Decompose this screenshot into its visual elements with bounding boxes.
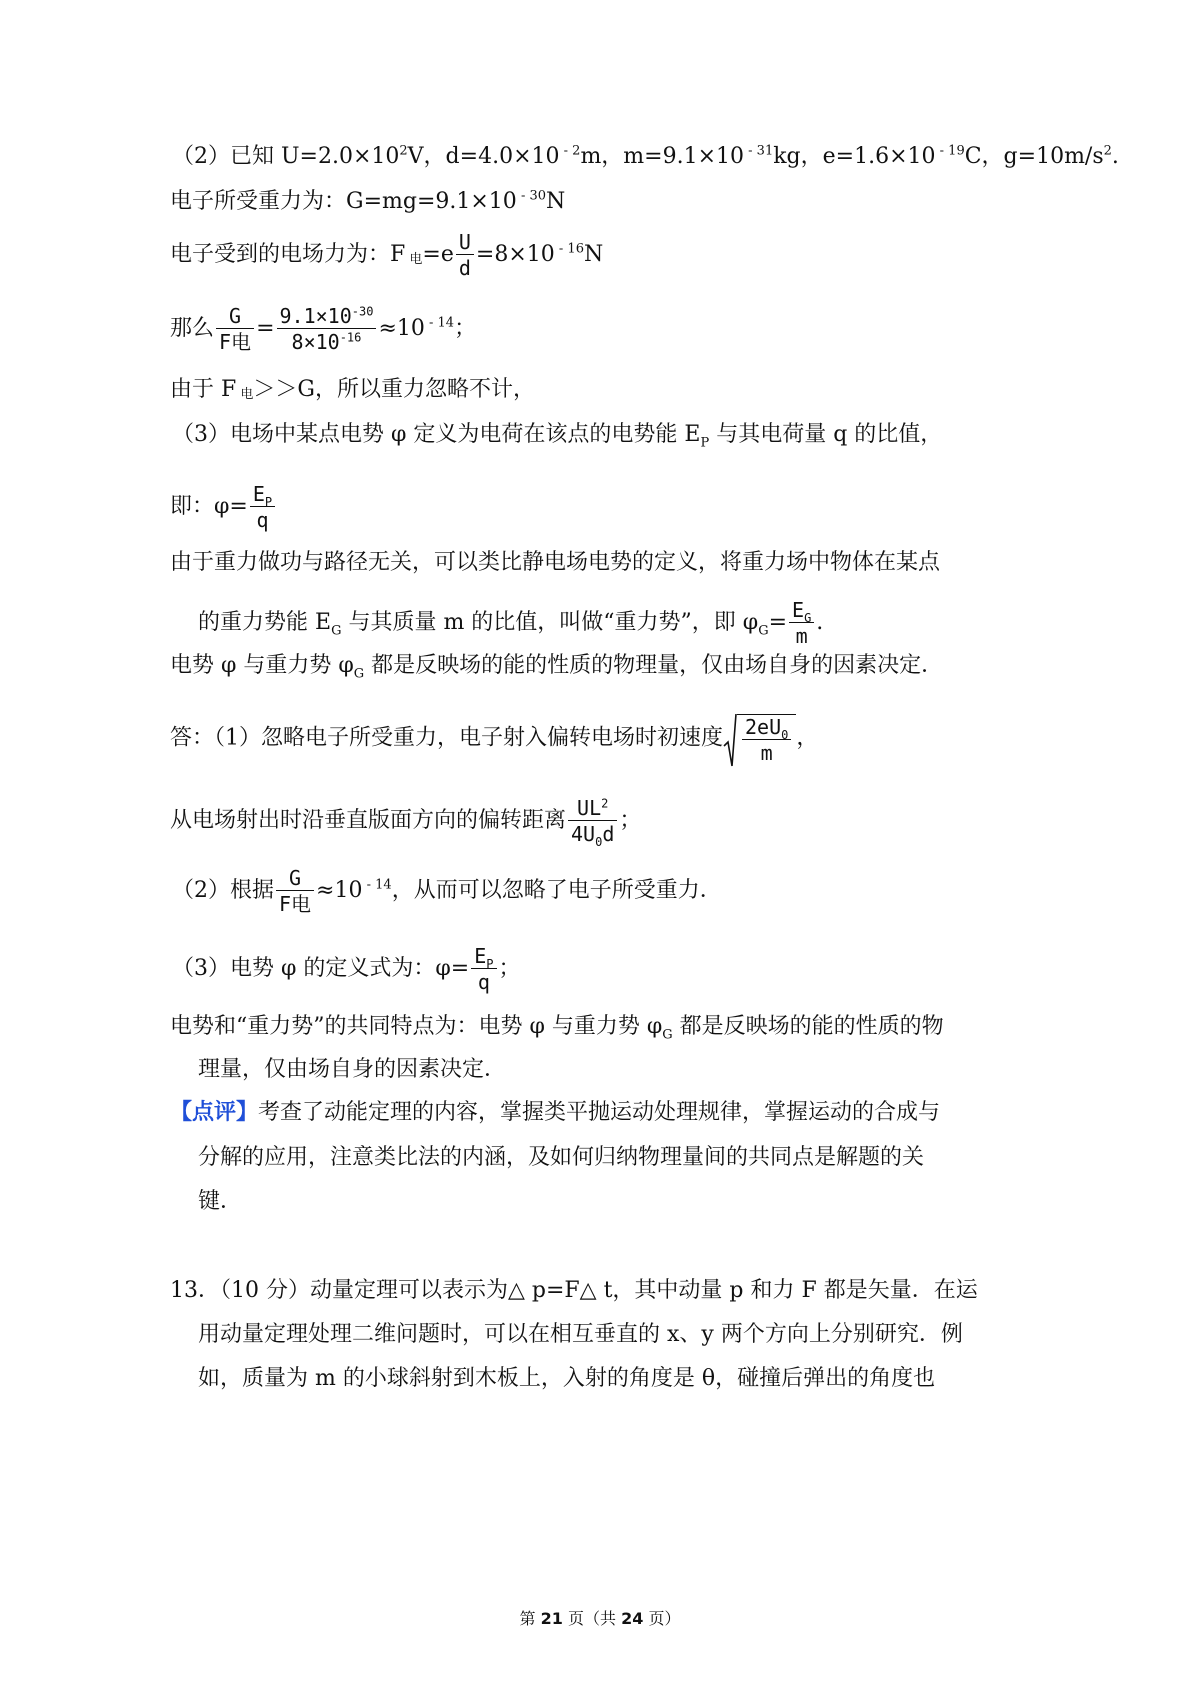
text-line: 如，质量为 m 的小球斜射到木板上，入射的角度是 θ，碰撞后弹出的角度也 (198, 1366, 936, 1391)
fraction: $\frac{2eU_0}{m}$ (742, 717, 791, 763)
text-line: 那么 $\frac{G}{\text{F电}}$ = $\frac{9.1\times 10^{-30}}{8\times 10^{-16}}$ ≈10 $^{- 14}$； (170, 304, 477, 354)
fraction: $\frac{U}{d}$ (456, 232, 474, 278)
text-line: 电子所受重力为：G=mg=9.1×10 $^{- 30}$N (170, 188, 566, 214)
text-line: 分解的应用，注意类比法的内涵，及如何归纳物理量间的共同点是解题的关 (198, 1145, 925, 1170)
fraction: $\frac{UL^2}{4U_0d}$ (568, 798, 617, 844)
text-line: 由于重力做功与路径无关，可以类比静电场电势的定义，将重力场中物体在某点 (170, 550, 941, 575)
text-line: 即：φ= $\frac{E_P}{q}$ (170, 484, 277, 530)
question-line: 13．（10 分）动量定理可以表示为△ p=F△ t，其中动量 p 和力 F 都是矢量．在运 (170, 1278, 978, 1303)
review-tag: 【点评】 (170, 1099, 259, 1125)
text-line: 键． (198, 1189, 243, 1214)
fraction: $\frac{G}{\text{F电}}$ (216, 306, 254, 352)
fraction: $\frac{E_P}{q}$ (250, 484, 275, 530)
radical-sign-icon (723, 712, 737, 768)
review-line: 【点评】考查了动能定理的内容，掌握类平抛运动处理规律，掌握运动的合成与 (170, 1099, 941, 1125)
text-line: 电子受到的电场力为：F 电=e $\frac{U}{d}$ =8×10 $^{- 16}$N (170, 230, 604, 280)
text-line: 理量，仅由场自身的因素决定． (198, 1057, 507, 1082)
fraction: $\frac{G}{\text{F电}}$ (276, 868, 314, 914)
fraction: $\frac{E_P}{q}$ (471, 946, 496, 992)
text-line: 的重力势能 $E_G$ 与其质量 m 的比值，叫做“重力势”，即 $\varphi_G=$ $\frac{E_G}{m}$ . (198, 598, 824, 648)
square-root (723, 714, 796, 763)
text-line: （2）已知 $U=2.0\times 10^2V$，d=4.0×10 $^{- 2}$m，m=9.1×10 $^{- 31}$kg，e=1.6×10 $^{- 19}$C，$g=10m/s^2$. (172, 143, 1119, 169)
text-line: 答：（1）忽略电子所受重力，电子射入偏转电场时初速度 $\frac{2eU_0}{m}$ ， (170, 714, 818, 763)
fraction: $\frac{9.1\times 10^{-30}}{8\times 10^{-16}}$ (277, 306, 377, 352)
text-line: 由于 F 电＞＞G，所以重力忽略不计， (170, 377, 535, 402)
text-line: （3）电场中某点电势 φ 定义为电荷在该点的电势能 $E_P$ 与其电荷量 q 的比值， (172, 422, 943, 451)
fraction: $\frac{E_G}{m}$ (789, 600, 814, 646)
text-line: 电势和“重力势”的共同特点为：电势 φ 与重力势 $\varphi_G$ 都是反映场的能的性质的物 (170, 1014, 944, 1043)
text-line: 电势 φ 与重力势 $\varphi_G$ 都是反映场的能的性质的物理量，仅由场自身的因素决定． (170, 653, 944, 682)
page-footer: 第 21 页（共 24 页） (519, 1609, 681, 1628)
text-line: （2）根据 $\frac{G}{\text{F电}}$ ≈10 $^{- 14}$，从而可以忽略了电子所受重力． (172, 866, 722, 916)
text-line: （3）电势 φ 的定义式为：φ= $\frac{E_P}{q}$ ； (172, 944, 521, 994)
text-line: 用动量定理处理二维问题时，可以在相互垂直的 x、y 两个方向上分别研究．例 (198, 1322, 963, 1347)
text-line: 从电场射出时沿垂直版面方向的偏转距离 $\frac{UL^2}{4U_0d}$ ； (170, 796, 642, 849)
